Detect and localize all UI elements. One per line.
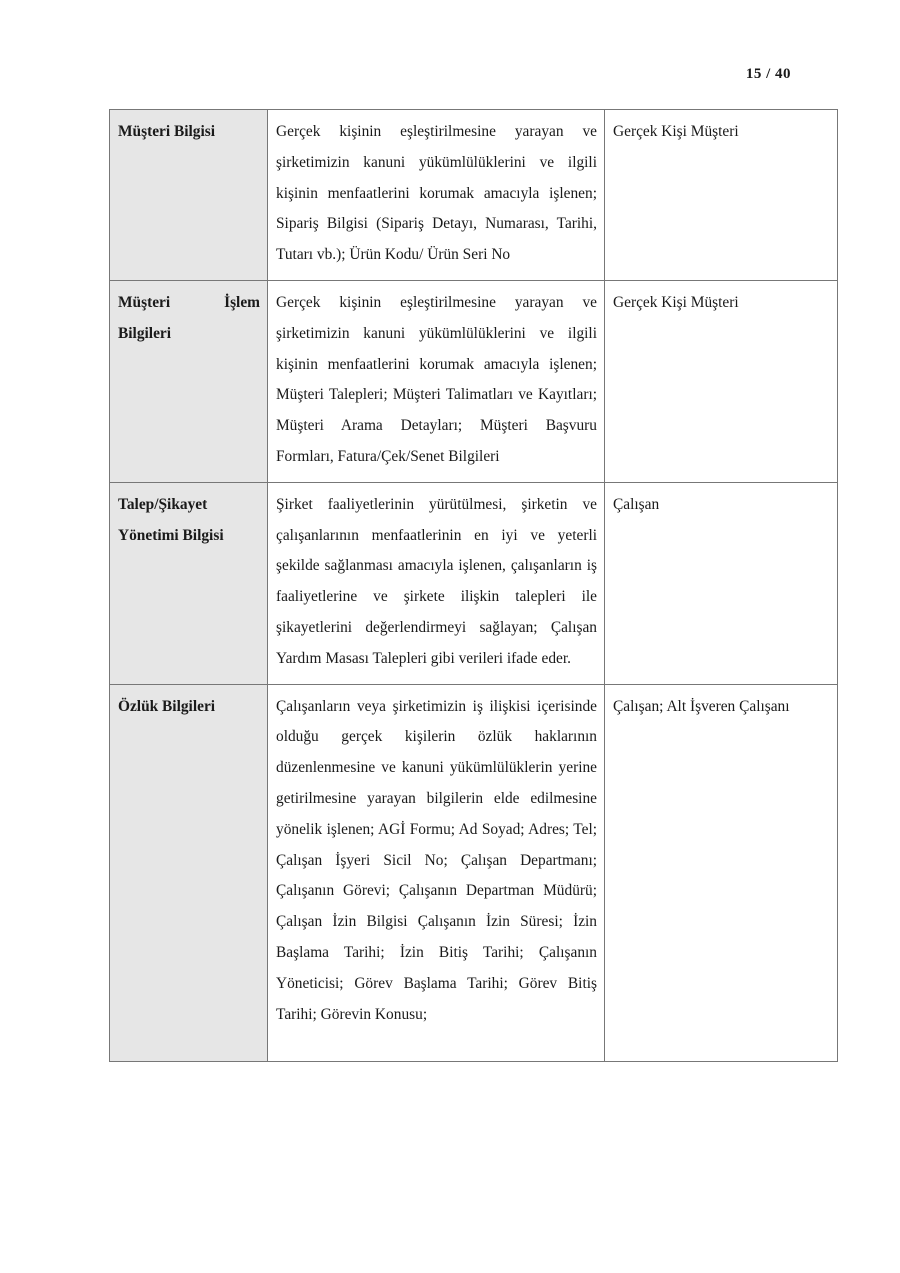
data-subject-cell: Çalışan — [605, 482, 838, 684]
data-subject-cell: Gerçek Kişi Müşteri — [605, 110, 838, 281]
category-cell: Müşteri Bilgisi — [110, 110, 268, 281]
description-cell: Gerçek kişinin eşleştirilmesine yarayan ve şirketimizin kanuni yükümlülüklerini ve ilgili kişinin menfaatlerini korumak amacıyla işlenen; Müşteri Talepleri; Müşteri Talimatları ve Kayıtları; Müşteri Arama Detayları; Müşteri Başvuru Formları, Fatura/Çek/Senet Bilgileri — [268, 280, 605, 482]
page-separator: / — [766, 66, 771, 82]
table-row — [110, 482, 838, 684]
table-row — [110, 280, 838, 482]
description-cell: Şirket faaliyetlerinin yürütülmesi, şirketin ve çalışanlarının menfaatlerinin en iyi ve yeterli şekilde sağlanması amacıyla işlenen, çalışanların iş faaliyetlerine ve şirkete ilişkin talepleri ile şikayetlerini değerlendirmeyi sağlayan; Çalışan Yardım Masası Talepleri gibi verileri ifade eder. — [268, 482, 605, 684]
data-subject-cell: Gerçek Kişi Müşteri — [605, 280, 838, 482]
page-number — [746, 66, 791, 83]
page-current: 15 — [745, 66, 762, 82]
page-total: 40 — [775, 66, 791, 82]
table-row — [110, 684, 838, 1061]
data-category-table — [109, 109, 838, 1062]
table-row — [110, 110, 838, 281]
category-cell: Özlük Bilgileri — [110, 684, 268, 1061]
description-cell: Gerçek kişinin eşleştirilmesine yarayan ve şirketimizin kanuni yükümlülüklerini ve ilgili kişinin menfaatlerini korumak amacıyla işlenen; Sipariş Bilgisi (Sipariş Detayı, Numarası, Tarihi, Tutarı vb.); Ürün Kodu/ Ürün Seri No — [268, 110, 605, 281]
data-subject-cell: Çalışan; Alt İşveren Çalışanı — [605, 684, 838, 1061]
category-cell: Talep/Şikayet Yönetimi Bilgisi — [110, 482, 268, 684]
description-cell: Çalışanların veya şirketimizin iş ilişkisi içerisinde olduğu gerçek kişilerin özlük haklarının düzenlenmesine ve kanuni yükümlülüklerin yerine getirilmesine yarayan bilgilerin elde edilmesine yönelik işlenen; AGİ Formu; Ad Soyad; Adres; Tel; Çalışan İşyeri Sicil No; Çalışan Departmanı; Çalışanın Görevi; Çalışanın Departman Müdürü; Çalışan İzin Bilgisi Çalışanın İzin Süresi; İzin Başlama Tarihi; İzin Bitiş Tarihi; Çalışanın Yöneticisi; Görev Başlama Tarihi; Görev Bitiş Tarihi; Görevin Konusu; — [268, 684, 605, 1061]
category-cell: Müşteri İşlem Bilgileri — [110, 280, 268, 482]
